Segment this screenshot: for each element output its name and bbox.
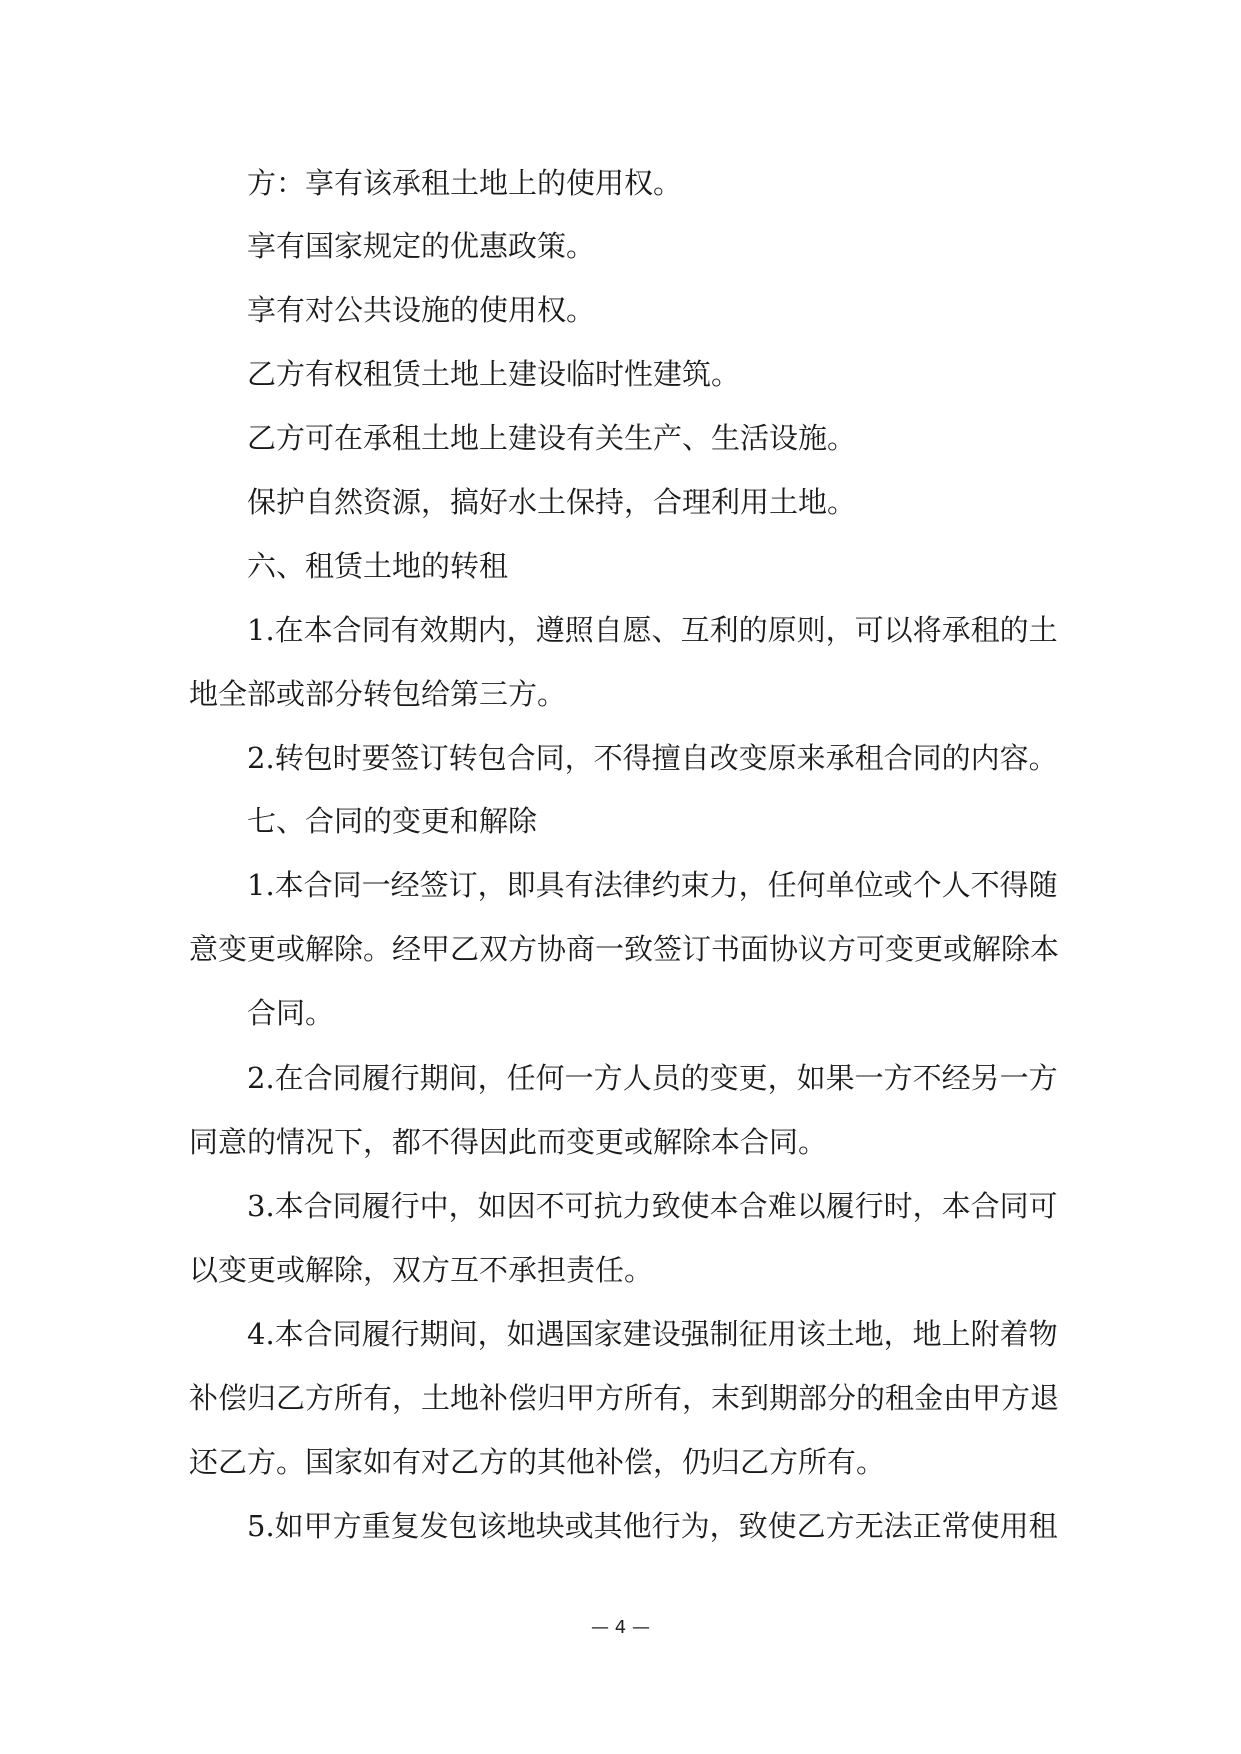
section-heading: 六、租赁土地的转租: [247, 549, 509, 583]
text-line: 方：享有该承租土地上的使用权。: [247, 166, 683, 200]
text-line: 地全部或部分转包给第三方。: [189, 677, 567, 711]
text-line: 5.如甲方重复发包该地块或其他行为，致使乙方无法正常使用租: [247, 1509, 1058, 1543]
page-number: — 4 —: [591, 1617, 650, 1638]
text-line: 合同。: [247, 996, 335, 1030]
text-line: 以变更或解除，双方互不承担责任。: [189, 1253, 654, 1287]
text-line: 1.本合同一经签订，即具有法律约束力，任何单位或个人不得随: [247, 868, 1058, 902]
text-line: 同意的情况下，都不得因此而变更或解除本合同。: [189, 1125, 828, 1159]
text-line: 意变更或解除。经甲乙双方协商一致签订书面协议方可变更或解除本: [189, 932, 1060, 966]
text-line: 2.转包时要签订转包合同，不得擅自改变原来承租合同的内容。: [247, 741, 1058, 775]
text-line: 享有国家规定的优惠政策。: [247, 229, 596, 263]
text-line: 1.在本合同有效期内，遵照自愿、互利的原则，可以将承租的土: [247, 613, 1058, 647]
text-line: 2.在合同履行期间，任何一方人员的变更，如果一方不经另一方: [247, 1061, 1058, 1095]
text-line: 乙方可在承租土地上建设有关生产、生活设施。: [247, 421, 857, 455]
section-heading: 七、合同的变更和解除: [247, 804, 538, 838]
text-line: 补偿归乙方所有，土地补偿归甲方所有，末到期部分的租金由甲方退: [189, 1381, 1060, 1415]
text-line: 4.本合同履行期间，如遇国家建设强制征用该土地，地上附着物: [247, 1317, 1058, 1351]
text-line: 乙方有权租赁土地上建设临时性建筑。: [247, 357, 741, 391]
text-line: 保护自然资源，搞好水土保持，合理利用土地。: [247, 485, 857, 519]
text-line: 还乙方。国家如有对乙方的其他补偿，仍归乙方所有。: [189, 1445, 886, 1479]
text-line: 享有对公共设施的使用权。: [247, 293, 596, 327]
text-line: 3.本合同履行中，如因不可抗力致使本合难以履行时，本合同可: [247, 1189, 1058, 1223]
